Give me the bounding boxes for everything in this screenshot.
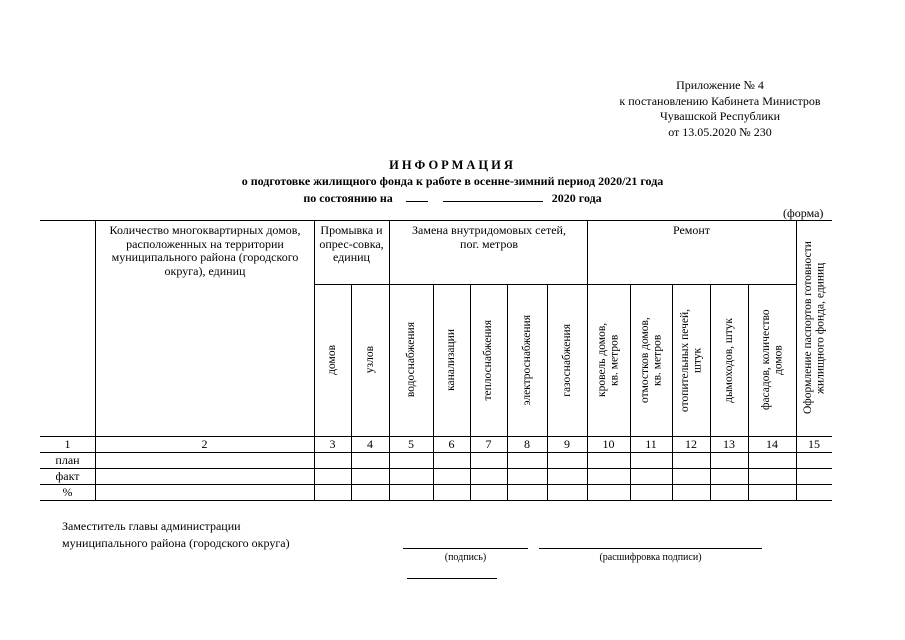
header-passports-text: Оформление паспортов готовности жилищного фонда, единиц [801, 241, 826, 415]
row-label-fact: факт [55, 469, 80, 483]
header-house-count: Количество многоквартирных домов, расположенных на территории муниципального района (городского округа), единиц [109, 223, 301, 278]
header-power-supply-text: электроснабжения [520, 314, 533, 406]
signature-decode-line [539, 548, 762, 549]
col-number: 12 [685, 437, 697, 451]
signatory-line-1: Заместитель главы администрации [62, 519, 241, 533]
appendix-line-4: от 13.05.2020 № 230 [668, 124, 772, 139]
appendix-block [600, 78, 840, 140]
header-facades [748, 284, 796, 436]
col-number: 6 [448, 437, 455, 451]
col-number: 10 [602, 437, 615, 451]
document-subtitle: о подготовке жилищного фонда к работе в осенне-зимний период 2020/21 года [241, 174, 664, 188]
header-gas-supply [547, 284, 587, 436]
header-heat-supply [470, 284, 507, 436]
plan-row-border [40, 468, 832, 469]
date-prefix: по состоянию на [303, 191, 393, 205]
col-number: 14 [766, 437, 778, 451]
signature-label: (подпись) [444, 552, 487, 563]
date-suffix: 2020 года [551, 191, 602, 205]
row-label-percent: % [62, 485, 73, 499]
col-divider-1 [95, 220, 96, 500]
header-sewerage [433, 284, 470, 436]
header-roofs [587, 284, 630, 436]
signatory-line-2: муниципального района (городского округа) [62, 536, 290, 550]
header-flushing: Промывка и опрес-совка, единиц [319, 223, 384, 264]
table-top-border [40, 220, 832, 221]
numbers-row-border [40, 452, 832, 453]
day-blank [406, 190, 428, 202]
header-heat-supply-text: теплоснабжения [482, 319, 495, 401]
month-blank [443, 190, 543, 202]
header-stoves [672, 284, 710, 436]
header-stoves-text: отопительных печей, штук [678, 308, 703, 412]
fact-row-border [40, 484, 832, 485]
document-date-line [100, 190, 805, 206]
appendix-line-2: к постановлению Кабинета Министров [619, 93, 821, 108]
form-label: (форма) [783, 206, 824, 220]
col-number: 11 [645, 437, 657, 451]
header-facades-text: фасадов, количество домов [759, 309, 784, 411]
col-number: 9 [564, 437, 570, 451]
header-nodes [351, 284, 389, 436]
header-chimneys-text: дымоходов, штук [722, 317, 735, 403]
header-houses [314, 284, 351, 436]
col-number: 8 [524, 437, 530, 451]
header-water-supply-text: водоснабжения [404, 322, 417, 398]
col-number: 15 [808, 437, 820, 451]
header-chimneys [710, 284, 748, 436]
col-number: 4 [367, 437, 373, 451]
appendix-line-3: Чувашской Республики [659, 109, 781, 123]
header-replacement: Замена внутридомовых сетей, пог. метров [412, 223, 566, 251]
header-power-supply [507, 284, 547, 436]
col-number: 5 [408, 437, 414, 451]
header-repair: Ремонт [672, 223, 711, 237]
signatory-position [62, 518, 290, 552]
col-number: 2 [201, 437, 208, 451]
header-nodes-text: узлов [363, 346, 376, 374]
table-bottom-border [40, 500, 832, 501]
signature-decode-label: (расшифровка подписи) [599, 552, 702, 563]
col-number: 3 [329, 437, 336, 451]
appendix-line-1: Приложение № 4 [676, 78, 764, 92]
header-sewerage-text: канализации [445, 329, 458, 391]
date-line [407, 578, 497, 579]
header-gas-supply-text: газоснабжения [560, 323, 573, 397]
report-table [40, 220, 832, 500]
header-roofs-text: кровель домов, кв. метров [596, 322, 621, 398]
col-number: 1 [64, 437, 71, 451]
row-label-plan: план [55, 453, 80, 467]
col-number: 13 [723, 437, 735, 451]
header-blind-areas [630, 284, 672, 436]
header-houses-text: домов [326, 345, 339, 375]
signature-line [403, 548, 528, 549]
header-passports [796, 220, 832, 436]
document-heading: ИНФОРМАЦИЯ [389, 158, 516, 172]
col-number: 7 [485, 437, 492, 451]
header-water-supply [389, 284, 433, 436]
header-blind-areas-text: отмостков домов, кв. метров [638, 317, 663, 403]
